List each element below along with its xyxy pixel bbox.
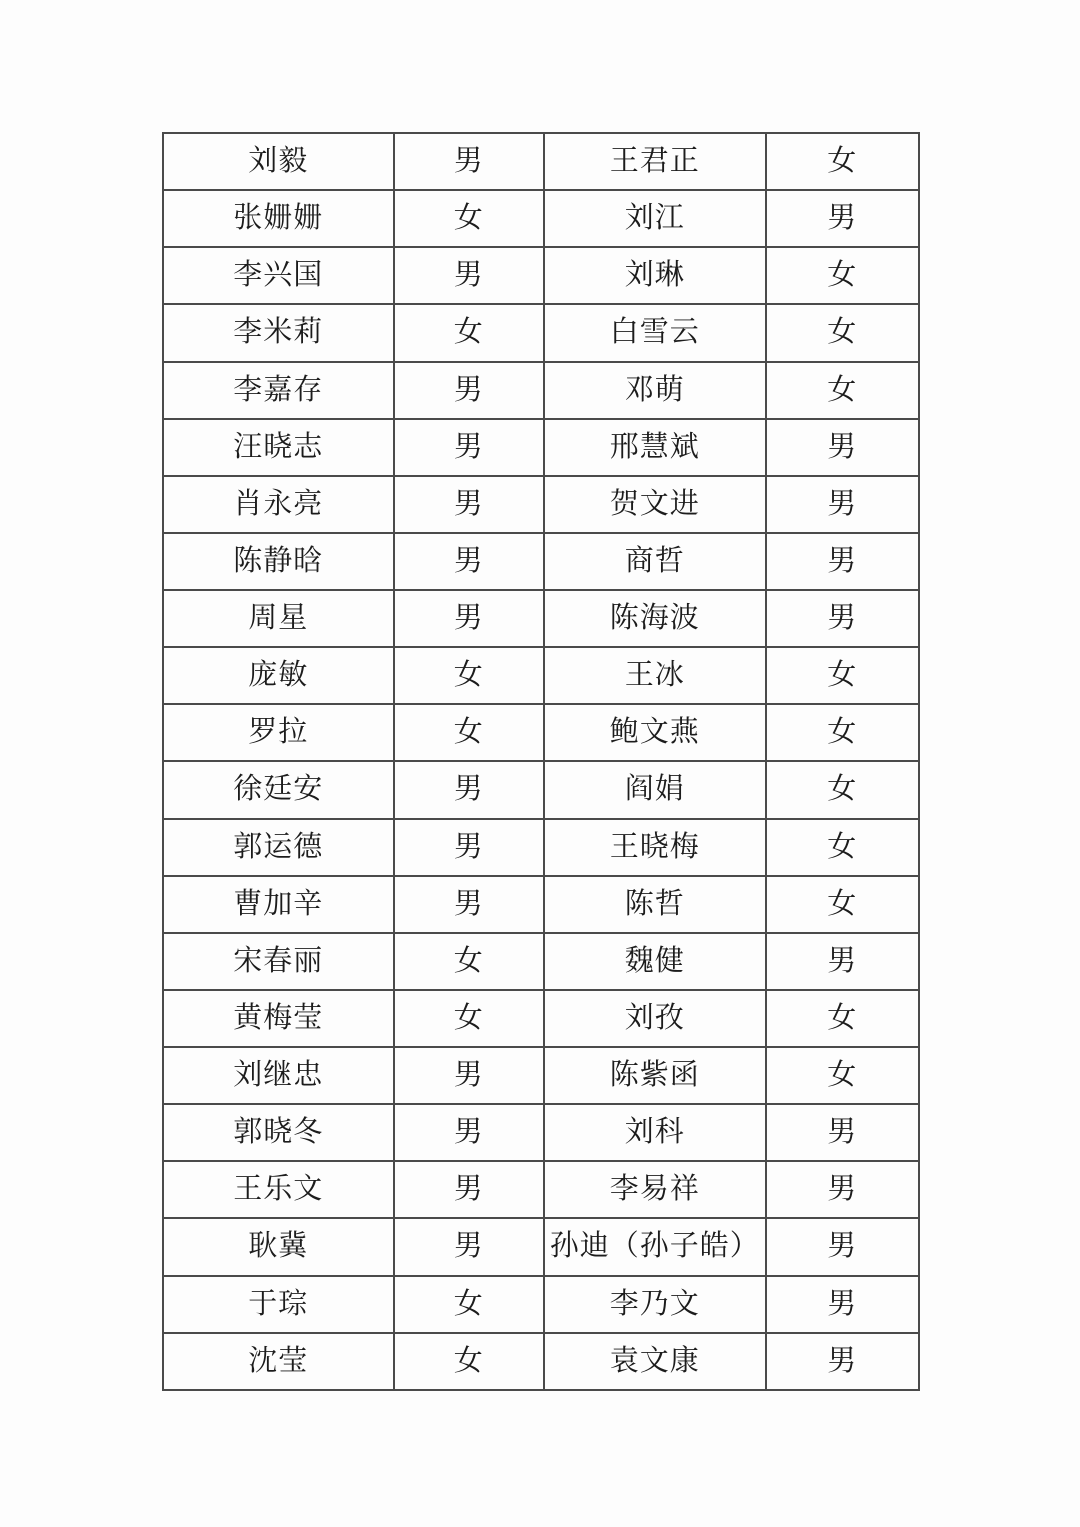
name-cell: 李乃文 xyxy=(544,1276,766,1333)
gender-cell: 女 xyxy=(394,990,544,1047)
name-cell: 沈莹 xyxy=(163,1333,394,1390)
gender-cell: 男 xyxy=(394,1161,544,1218)
table-row xyxy=(163,990,919,1047)
name-cell: 李米莉 xyxy=(163,304,394,361)
name-cell: 王晓梅 xyxy=(544,819,766,876)
name-cell: 罗拉 xyxy=(163,704,394,761)
name-cell: 陈海波 xyxy=(544,590,766,647)
table-row xyxy=(163,1276,919,1333)
name-cell: 刘江 xyxy=(544,190,766,247)
name-cell: 邢慧斌 xyxy=(544,419,766,476)
gender-cell: 男 xyxy=(394,876,544,933)
gender-cell: 女 xyxy=(394,1333,544,1390)
gender-cell: 男 xyxy=(766,419,919,476)
table-row xyxy=(163,1333,919,1390)
gender-roster-table xyxy=(162,132,920,1391)
name-cell: 肖永亮 xyxy=(163,476,394,533)
gender-cell: 男 xyxy=(394,247,544,304)
name-cell: 邓萌 xyxy=(544,362,766,419)
gender-cell: 男 xyxy=(394,1047,544,1104)
gender-cell: 女 xyxy=(766,133,919,190)
gender-cell: 男 xyxy=(394,1104,544,1161)
table-row xyxy=(163,247,919,304)
gender-cell: 男 xyxy=(766,1218,919,1275)
roster-table-body xyxy=(163,133,919,1390)
name-cell: 汪晓志 xyxy=(163,419,394,476)
gender-cell: 男 xyxy=(766,190,919,247)
name-cell: 袁文康 xyxy=(544,1333,766,1390)
gender-cell: 男 xyxy=(394,133,544,190)
gender-cell: 男 xyxy=(766,1161,919,1218)
name-cell: 陈静晗 xyxy=(163,533,394,590)
name-cell: 庞敏 xyxy=(163,647,394,704)
table-row xyxy=(163,133,919,190)
gender-cell: 男 xyxy=(394,761,544,818)
table-row xyxy=(163,933,919,990)
name-cell: 阎娟 xyxy=(544,761,766,818)
table-row xyxy=(163,1047,919,1104)
table-row xyxy=(163,362,919,419)
gender-cell: 女 xyxy=(394,304,544,361)
gender-cell: 女 xyxy=(394,190,544,247)
gender-cell: 男 xyxy=(394,1218,544,1275)
gender-cell: 女 xyxy=(766,362,919,419)
name-cell: 刘毅 xyxy=(163,133,394,190)
table-row xyxy=(163,1218,919,1275)
gender-cell: 女 xyxy=(766,247,919,304)
name-cell: 鲍文燕 xyxy=(544,704,766,761)
table-row xyxy=(163,476,919,533)
gender-cell: 男 xyxy=(766,1333,919,1390)
gender-cell: 女 xyxy=(766,990,919,1047)
gender-cell: 女 xyxy=(766,704,919,761)
gender-cell: 女 xyxy=(766,876,919,933)
gender-cell: 男 xyxy=(394,476,544,533)
table-row xyxy=(163,304,919,361)
name-cell: 曹加辛 xyxy=(163,876,394,933)
gender-cell: 女 xyxy=(394,933,544,990)
name-cell: 刘孜 xyxy=(544,990,766,1047)
gender-cell: 男 xyxy=(766,476,919,533)
name-cell: 刘继忠 xyxy=(163,1047,394,1104)
gender-cell: 男 xyxy=(766,933,919,990)
table-row xyxy=(163,761,919,818)
table-row xyxy=(163,819,919,876)
name-cell: 贺文进 xyxy=(544,476,766,533)
name-cell: 徐廷安 xyxy=(163,761,394,818)
gender-cell: 男 xyxy=(394,362,544,419)
table-row xyxy=(163,590,919,647)
name-cell: 商哲 xyxy=(544,533,766,590)
name-cell: 张姗姗 xyxy=(163,190,394,247)
gender-cell: 男 xyxy=(766,1276,919,1333)
name-cell: 李兴国 xyxy=(163,247,394,304)
name-cell: 白雪云 xyxy=(544,304,766,361)
table-row xyxy=(163,704,919,761)
name-cell: 刘琳 xyxy=(544,247,766,304)
gender-cell: 男 xyxy=(394,533,544,590)
name-cell: 王冰 xyxy=(544,647,766,704)
name-cell: 孙迪（孙子皓） xyxy=(544,1218,766,1275)
name-cell: 于琮 xyxy=(163,1276,394,1333)
gender-cell: 男 xyxy=(766,533,919,590)
gender-cell: 男 xyxy=(394,819,544,876)
name-cell: 郭运德 xyxy=(163,819,394,876)
name-cell: 魏健 xyxy=(544,933,766,990)
table-row xyxy=(163,876,919,933)
table-row xyxy=(163,533,919,590)
gender-cell: 女 xyxy=(766,761,919,818)
name-cell: 王乐文 xyxy=(163,1161,394,1218)
gender-cell: 女 xyxy=(394,704,544,761)
name-cell: 刘科 xyxy=(544,1104,766,1161)
name-cell: 黄梅莹 xyxy=(163,990,394,1047)
name-cell: 陈哲 xyxy=(544,876,766,933)
gender-cell: 男 xyxy=(394,590,544,647)
gender-cell: 女 xyxy=(766,819,919,876)
name-cell: 宋春丽 xyxy=(163,933,394,990)
gender-cell: 女 xyxy=(766,647,919,704)
gender-cell: 女 xyxy=(766,304,919,361)
name-cell: 耿冀 xyxy=(163,1218,394,1275)
table-row xyxy=(163,419,919,476)
table-row xyxy=(163,190,919,247)
table-row xyxy=(163,1161,919,1218)
table-row xyxy=(163,1104,919,1161)
gender-cell: 女 xyxy=(394,647,544,704)
name-cell: 李易祥 xyxy=(544,1161,766,1218)
name-cell: 周星 xyxy=(163,590,394,647)
gender-cell: 女 xyxy=(394,1276,544,1333)
gender-cell: 男 xyxy=(766,590,919,647)
name-cell: 李嘉存 xyxy=(163,362,394,419)
gender-cell: 男 xyxy=(766,1104,919,1161)
name-cell: 王君正 xyxy=(544,133,766,190)
gender-cell: 女 xyxy=(766,1047,919,1104)
gender-cell: 男 xyxy=(394,419,544,476)
name-cell: 陈紫函 xyxy=(544,1047,766,1104)
table-row xyxy=(163,647,919,704)
name-cell: 郭晓冬 xyxy=(163,1104,394,1161)
